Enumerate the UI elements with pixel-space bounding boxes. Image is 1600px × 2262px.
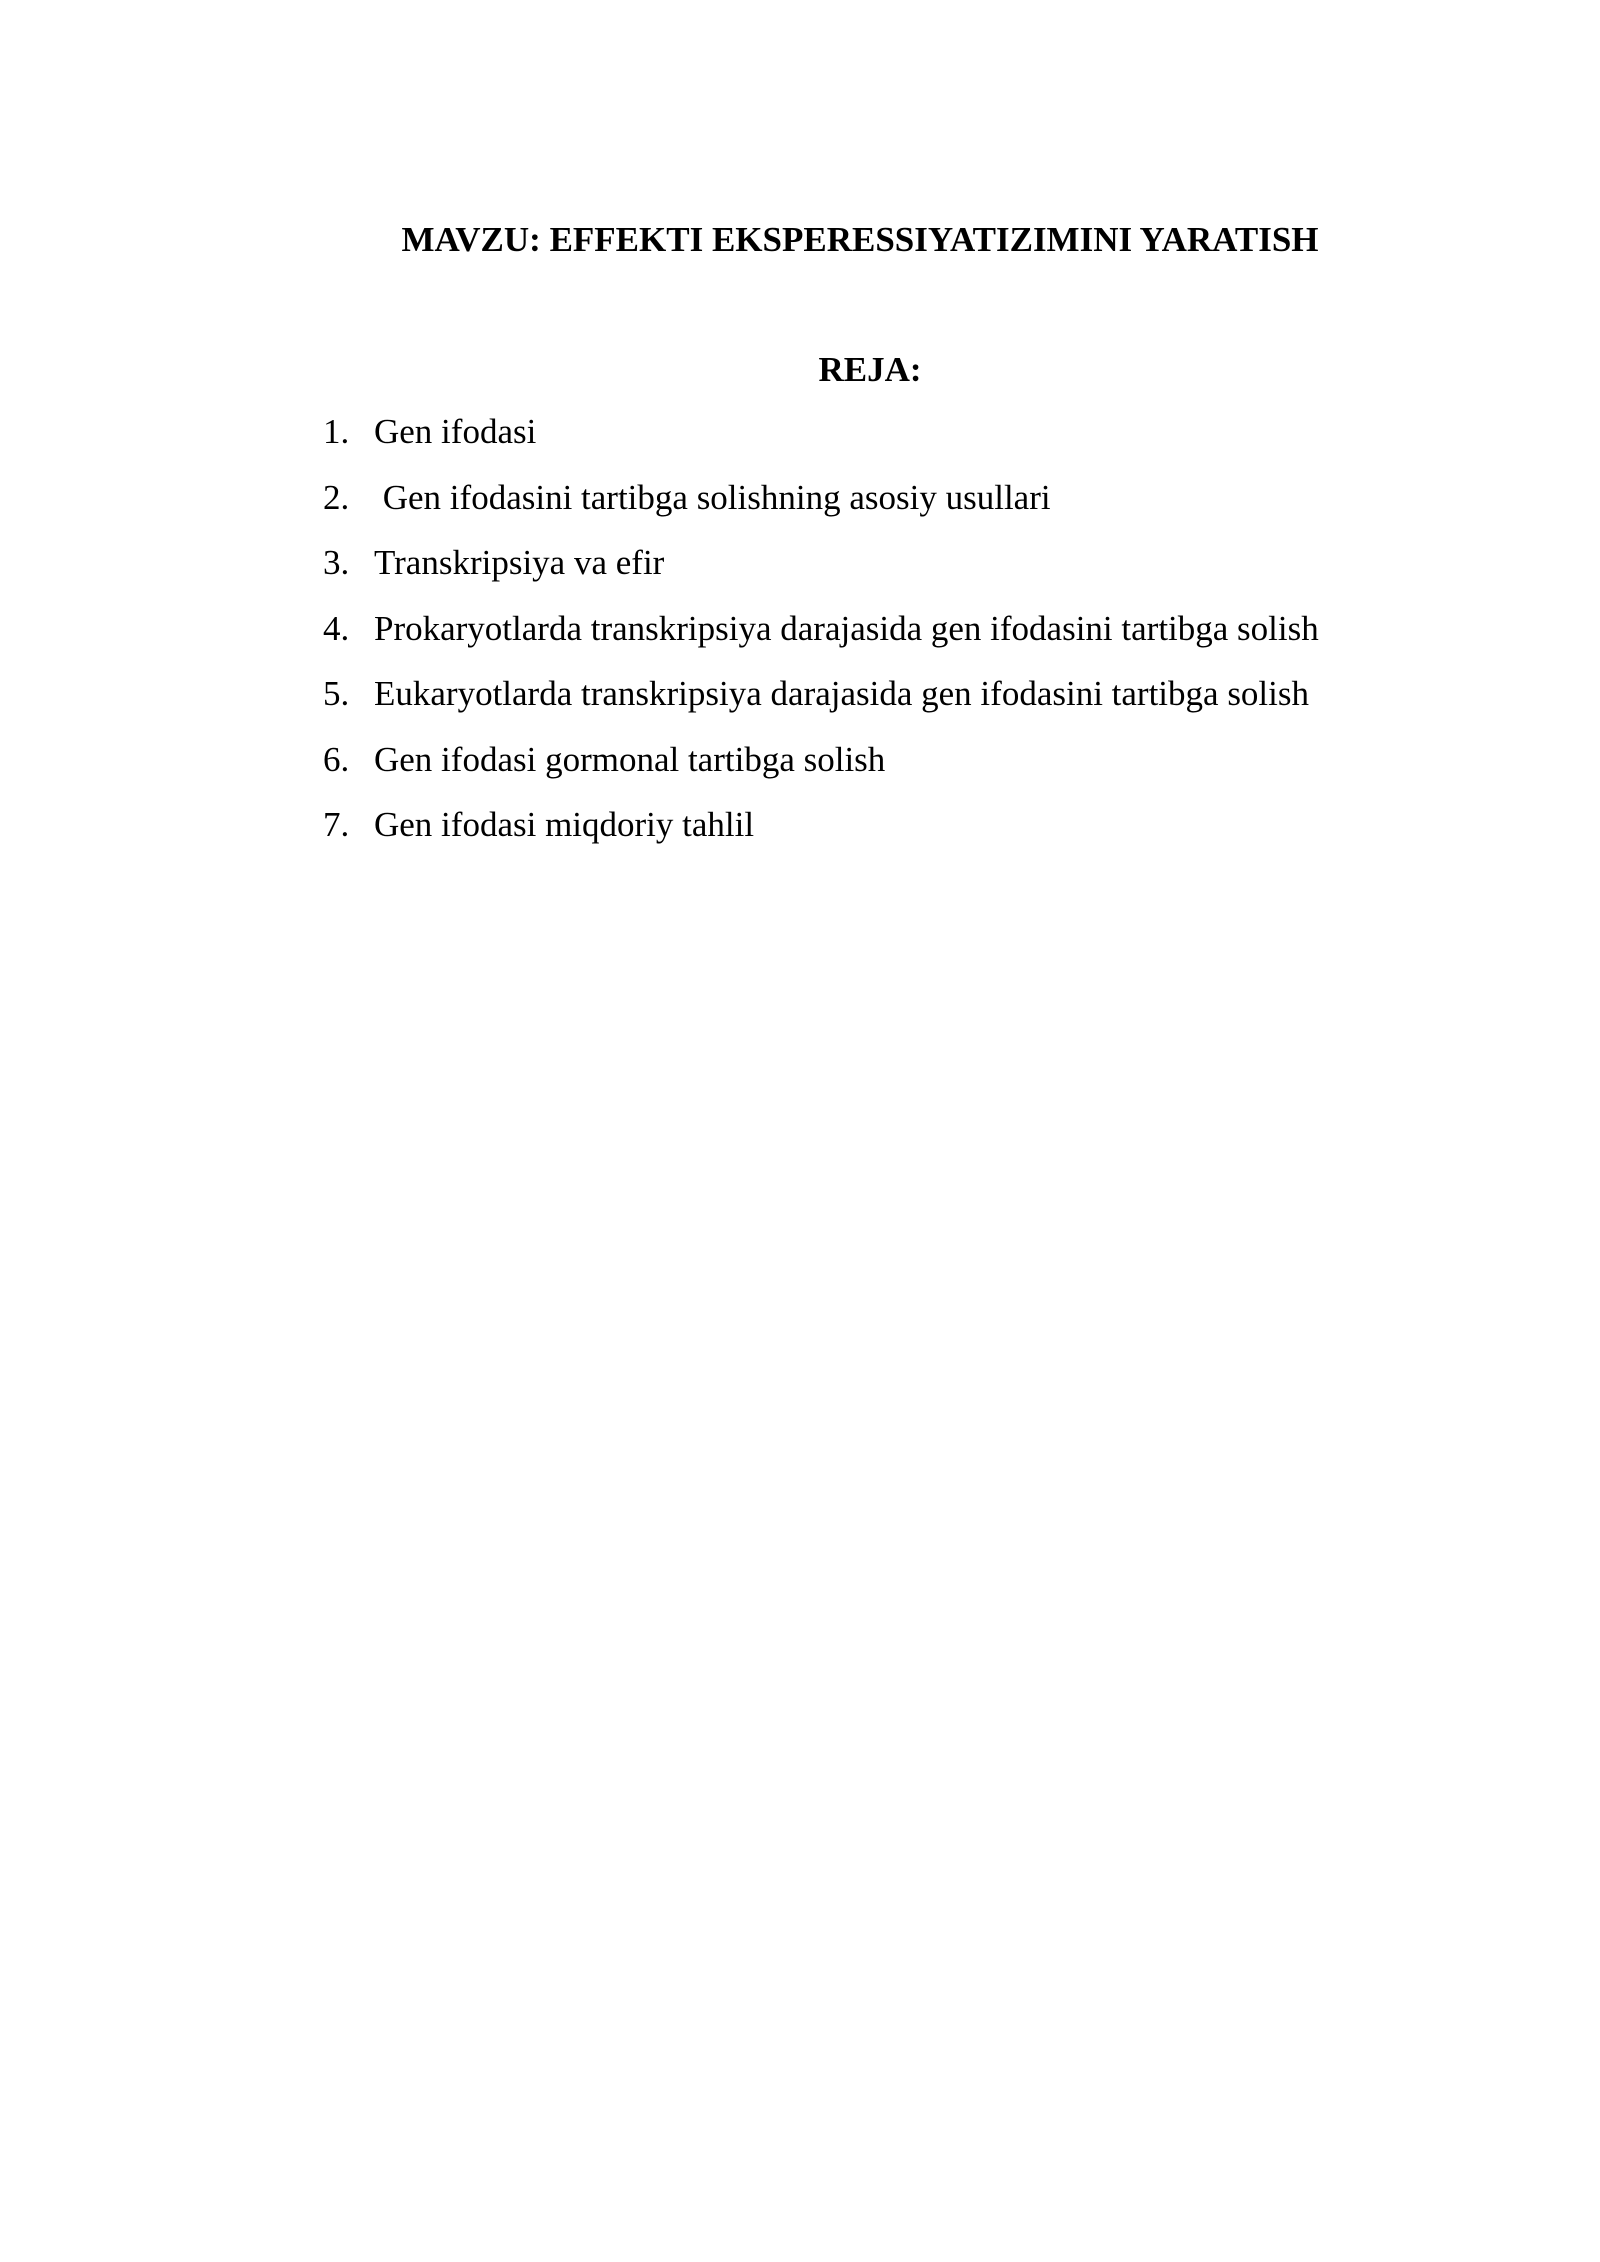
plan-item-4 (323, 607, 1503, 673)
plan-item-text: Eukaryotlarda transkripsiya darajasida gen ifodasini tartibga solish (374, 674, 1310, 713)
document-title: MAVZU: EFFEKTI EKSPERESSIYATIZIMINI YARATISH (401, 220, 1319, 259)
plan-item-text: Gen ifodasini tartibga solishning asosiy usullari (374, 477, 1051, 517)
plan-heading: REJA: (818, 350, 922, 389)
plan-item-text: Gen ifodasi gormonal tartibga solish (374, 739, 886, 779)
plan-item-6 (323, 738, 1503, 804)
plan-item-number: 2. (323, 477, 350, 517)
plan-item-text: Gen ifodasi (374, 412, 537, 451)
plan-item-2 (323, 476, 1503, 542)
plan-item-number: 6. (323, 739, 350, 779)
plan-list (323, 410, 1503, 869)
plan-item-5 (323, 672, 1503, 738)
plan-item-number: 5. (323, 674, 350, 713)
plan-item-number: 3. (323, 543, 350, 582)
plan-item-7 (323, 803, 1503, 869)
plan-item-number: 7. (323, 805, 350, 844)
plan-item-text: Prokaryotlarda transkripsiya darajasida gen ifodasini tartibga solish (374, 608, 1319, 648)
plan-item-number: 4. (323, 608, 350, 648)
plan-item-text: Transkripsiya va efir (374, 543, 665, 582)
plan-item-3 (323, 541, 1503, 607)
plan-item-number: 1. (323, 412, 350, 451)
plan-item-text: Gen ifodasi miqdoriy tahlil (374, 805, 755, 844)
plan-item-1 (323, 410, 1503, 476)
